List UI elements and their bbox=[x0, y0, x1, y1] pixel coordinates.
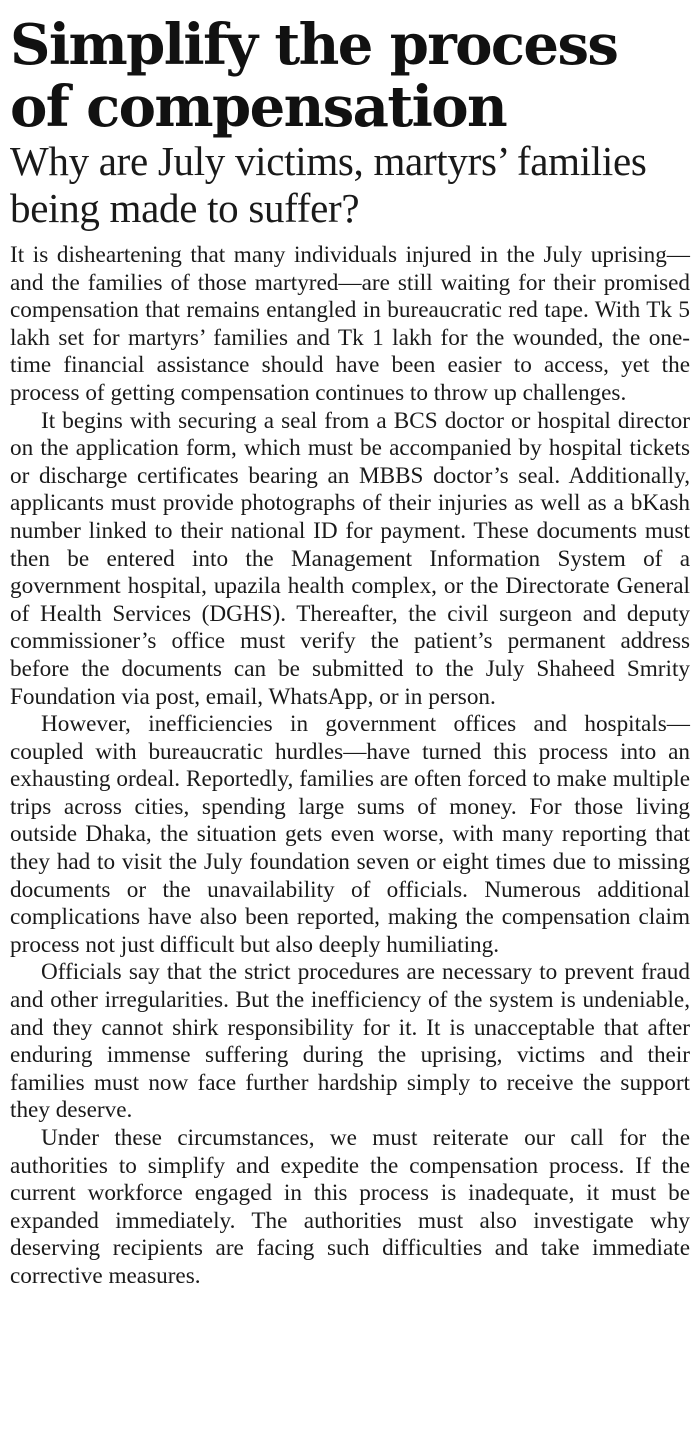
paragraph: However, inefficiencies in government offices and hospitals—coupled with bureaucratic hurdles—have turned this process into an exhausting ordeal. Reportedly, families are often forced to make multiple trips across cities, spending large sums of money. For those living outside Dhaka, the situation gets even worse, with many reporting that they had to visit the July foundation seven or eight times due to missing documents or the unavailability of officials. Numerous additional complications have also been reported, making the compensation claim process not just difficult but also deeply humiliating. bbox=[10, 711, 690, 958]
paragraph: Officials say that the strict procedures are necessary to prevent fraud and other irregularities. But the inefficiency of the system is undeniable, and they cannot shirk responsibility for it. It is unacceptable that after enduring immense suffering during the uprising, victims and their families must now face further hardship simply to receive the support they deserve. bbox=[10, 959, 690, 1124]
article-body bbox=[10, 242, 690, 1291]
paragraph: It is disheartening that many individuals injured in the July uprising—and the families of those martyred—are still waiting for their promised compensation that remains entangled in bureaucratic red tape. With Tk 5 lakh set for martyrs’ families and Tk 1 lakh for the wounded, the one-time financial assistance should have been easier to access, yet the process of getting compensation continues to throw up challenges. bbox=[10, 242, 690, 406]
paragraph: It begins with securing a seal from a BCS doctor or hospital director on the application form, which must be accompanied by hospital tickets or discharge certificates bearing an MBBS doctor’s seal. Additionally, applicants must provide photographs of their injuries as well as a bKash number linked to their national ID for payment. These documents must then be entered into the Management Information System of a government hospital, upazila health complex, or the Directorate General of Health Services (DGHS). Thereafter, the civil surgeon and deputy commissioner’s office must verify the patient’s permanent address before the documents can be submitted to the July Shaheed Smrity Foundation via post, email, WhatsApp, or in person. bbox=[10, 407, 690, 710]
headline: Simplify the process of compensation bbox=[10, 12, 618, 140]
editorial-article bbox=[10, 0, 690, 1291]
subheadline: Why are July victims, martyrs’ families being made to suffer? bbox=[10, 138, 647, 231]
paragraph: Under these circumstances, we must reiterate our call for the authorities to simplify and expedite the compensation process. If the current workforce engaged in this process is inadequate, it must be expanded immediately. The authorities must also investigate why deserving recipients are facing such difficulties and take immediate corrective measures. bbox=[10, 1125, 690, 1289]
